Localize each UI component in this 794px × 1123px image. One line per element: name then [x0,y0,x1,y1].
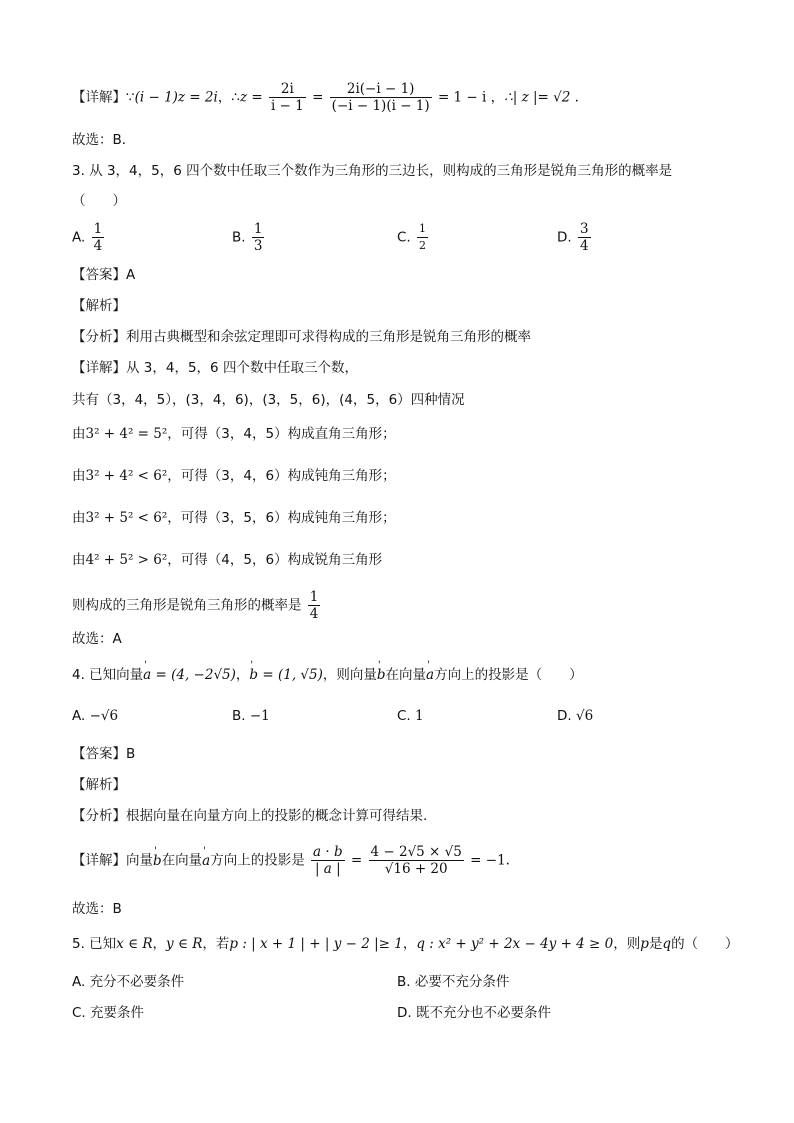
q4-stem: 4. 已知向量' a = (4, −2√5)，' b = (1, √5)，则向量' b在向量' a方向上的投影是（ ） [72,666,583,684]
q4-choose: 故选：B [72,901,122,917]
q4-analysis: 【解析】 [72,777,126,793]
q3-detail: 【详解】从 3，4，5，6 四个数中任取三个数， [72,360,358,376]
q3-case-2: 由3² + 4² < 6²，可得（3，4，6）构成钝角三角形； [72,468,396,484]
q3-paren: （ ） [72,193,126,209]
q3-analysis: 【解析】 [72,298,126,314]
q4-option-d: D. √6 [557,708,594,724]
q4-fenxi: 【分析】根据向量在向量方向上的投影的概念计算可得结果. [72,808,428,824]
q5-stem: 5. 已知x ∈ R，y ∈ R，若p : | x + 1 | + | y − 2 |≥ 1，q : x² + y² + 2x − 4y + 4 ≥ 0，则p是q的（ ） [72,936,739,952]
q3-option-d: D. $\frac{3}{4}$ [557,221,589,254]
q3-probability: 则构成的三角形是锐角三角形的概率是 $\frac{1}{4}$ [72,589,319,622]
fraction: $\frac{2i}{i - 1}$ [270,81,304,114]
q3-stem: 3. 从 3，4，5，6 四个数中任取三个数作为三角形的三边长，则构成的三角形是锐角三角形的概率是 [72,163,673,179]
q4-answer: 【答案】B [72,746,136,762]
q3-option-a: A. $\frac{1}{4}$ [72,221,103,254]
q4-detail: 【详解】向量' b在向量' a方向上的投影是 $\frac{a \cdot b}{| a |}$ = $\frac{4 - 2√5 \times √5}{√16 + 20}$ = −1. [72,845,510,876]
q5-option-b: B. 必要不充分条件 [397,974,510,990]
equation: (i − 1)z = 2i [134,89,218,106]
q5-option-a: A. 充分不必要条件 [72,974,185,990]
fraction: $\frac{2i(-i - 1)}{(-i - 1)(i - 1)}$ [331,81,430,114]
q5-option-d: D. 既不充分也不必要条件 [397,1005,551,1021]
q3-cases: 共有（3，4，5），(3，4，6)，(3，5，6)，(4，5，6）四种情况 [72,392,465,408]
q3-answer: 【答案】A [72,267,136,283]
q3-case-4: 由4² + 5² > 6²，可得（4，5，6）构成锐角三角形 [72,552,383,568]
detail-tag: 【详解】 [72,89,126,106]
q3-option-c: C. $\frac{1}{2}$ [397,222,427,252]
q4-option-b: B. −1 [232,708,270,724]
q3-case-1: 由3² + 4² = 5²，可得（3，4，5）构成直角三角形； [72,426,396,442]
q3-option-b: B. $\frac{1}{3}$ [232,221,263,254]
q3-fenxi: 【分析】利用古典概型和余弦定理即可求得构成的三角形是锐角三角形的概率 [72,329,531,345]
q3-choose: 故选：A [72,631,122,647]
q3-case-3: 由3² + 5² < 6²，可得（3，5，6）构成钝角三角形； [72,510,396,526]
q5-option-c: C. 充要条件 [72,1005,145,1021]
q4-option-a: A. −√6 [72,708,119,724]
q2-detail-line: 【详解】∵(i − 1)z = 2i，∴z = $\frac{2i}{i - 1}$ = $\frac{2i(-i - 1)}{(-i - 1)(i - 1)}$ = 1 − i ，∴| z |= √2 . [72,81,579,114]
q4-option-c: C. 1 [397,708,424,724]
q2-choose: 故选：B． [72,132,136,148]
